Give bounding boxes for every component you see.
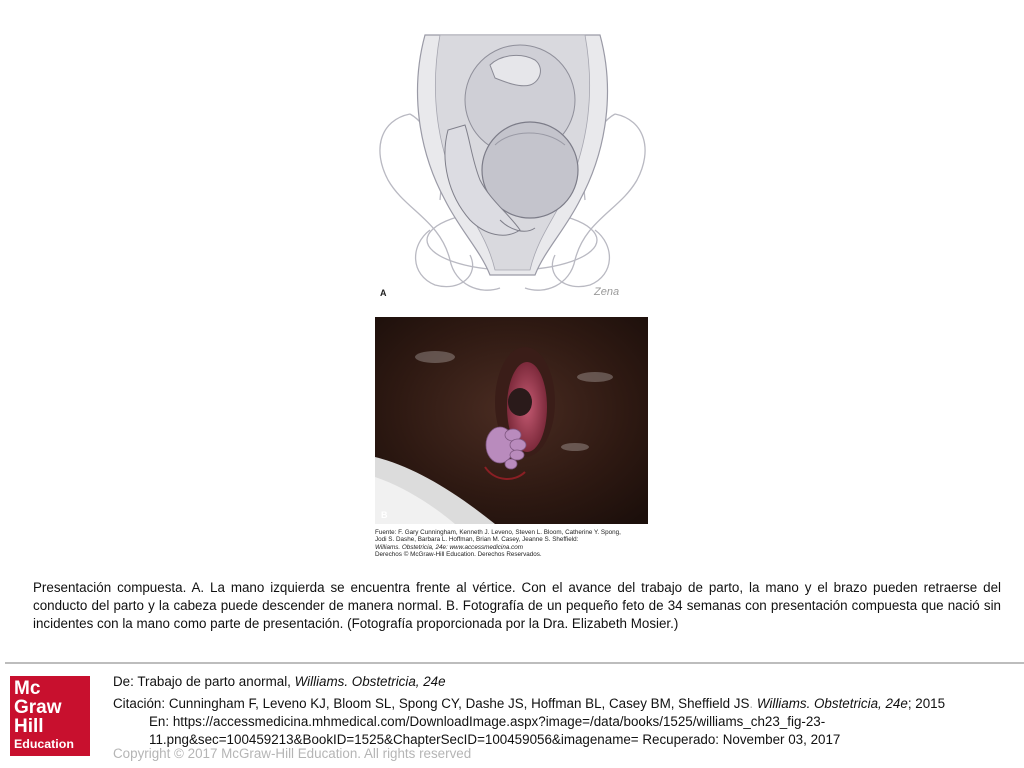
figure-b-photograph — [375, 317, 648, 524]
logo-line: Hill — [14, 716, 44, 737]
citation — [113, 695, 1003, 749]
figure-a-illustration — [370, 30, 655, 302]
logo-line: Education — [14, 737, 74, 751]
citation-year: ; 2015 — [907, 696, 946, 711]
mcgraw-hill-logo — [10, 676, 90, 756]
from-prefix: De: Trabajo de parto anormal, — [113, 674, 295, 689]
citation-authors: Citación: Cunningham F, Leveno KJ, Bloom SL, Spong CY, Dashe JS, Hoffman BL, Casey BM, Sheffield JS — [113, 696, 750, 711]
illustrator-signature: Zena — [594, 286, 620, 298]
figure-source-credit — [375, 529, 675, 559]
source-credit-line: Jodi S. Dashe, Barbara L. Hoffman, Brian M. Casey, Jeanne S. Sheffield: — [375, 536, 579, 544]
source-credit-line: Fuente: F. Gary Cunningham, Kenneth J. Leveno, Steven L. Bloom, Catherine Y. Spong, — [375, 529, 621, 536]
citation-separator: . — [749, 696, 757, 711]
source-credit-line: Williams. Obstetricia, 24e: www.accessmedicina.com — [375, 543, 523, 551]
citation-url-continued: 11.png&sec=100459213&BookID=1525&ChapterSecID=100459056&imagename= Recuperado: November 03, 2017 — [149, 732, 841, 747]
logo-line: Mc — [14, 678, 41, 699]
footer-divider — [5, 662, 1024, 664]
source-chapter — [113, 674, 446, 689]
logo-line: Graw — [14, 697, 62, 718]
figure-caption: Presentación compuesta. A. La mano izquierda se encuentra frente al vértice. Con el avance del trabajo de parto, la mano y el brazo pueden retraerse del conducto del parto y la cabeza puede descender de manera normal. B. Fotografía de un pequeño feto de 34 semanas con presentación compuesta que nació sin incidentes con la mano como parte de presentación. (Fotografía proporcionada por la Dra. Elizabeth Mosier.) — [33, 580, 1001, 631]
figure-b-label: B — [381, 510, 388, 520]
citation-book: Williams. Obstetricia, 24e — [756, 696, 908, 711]
from-book: Williams. Obstetricia, 24e — [294, 674, 446, 689]
figure-a-label: A — [380, 288, 387, 298]
source-credit-line: Derechos © McGraw-Hill Education. Derechos Reservados. — [375, 551, 542, 559]
citation-url: En: https://accessmedicina.mhmedical.com/DownloadImage.aspx?image=/data/books/1525/williams_ch23_fig-23- — [149, 714, 826, 729]
copyright-notice: Copyright © 2017 McGraw-Hill Education. All rights reserved — [113, 746, 472, 761]
